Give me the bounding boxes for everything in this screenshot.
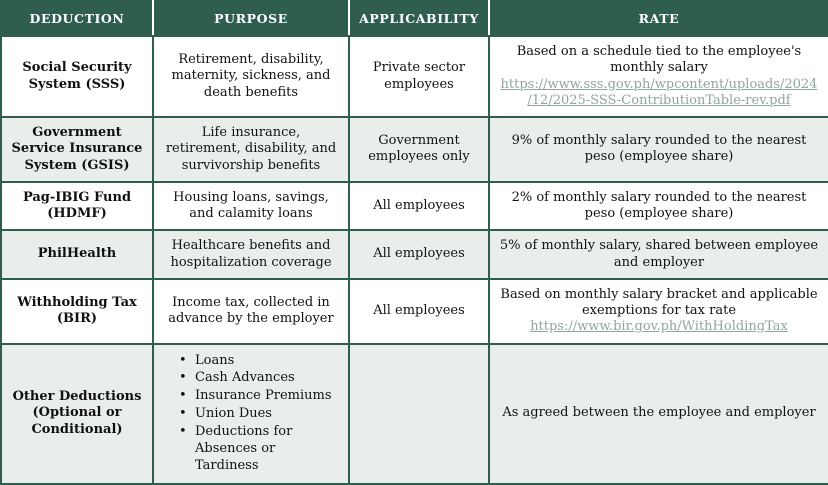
table-body [1, 36, 828, 484]
table-row [1, 279, 828, 344]
cell-deduction: Government Service Insurance System (GSIS) [1, 117, 153, 182]
bullet-list [163, 353, 339, 475]
rate-link[interactable]: https://www.bir.gov.ph/WithHoldingTax [530, 319, 788, 335]
cell-deduction: Pag-IBIG Fund (HDMF) [1, 182, 153, 231]
column-header-applicability: APPLICABILITY [349, 1, 489, 36]
table-header [1, 1, 828, 36]
list-item: • Insurance Premiums [179, 388, 339, 405]
cell-deduction: PhilHealth [1, 230, 153, 279]
rate-text: 2% of monthly salary rounded to the nearest peso (employee share) [511, 189, 807, 221]
cell-purpose: Life insurance, retirement, disability, and survivorship benefits [153, 117, 349, 182]
list-item: • Cash Advances [179, 370, 339, 387]
list-item: • Loans [179, 353, 339, 370]
cell-purpose-bullets [153, 344, 349, 484]
table-row [1, 230, 828, 279]
cell-applicability: All employees [349, 230, 489, 279]
rate-text: As agreed between the employee and employer [502, 405, 816, 421]
cell-purpose: Income tax, collected in advance by the employer [153, 279, 349, 344]
cell-rate [489, 117, 828, 182]
rate-text: Based on a schedule tied to the employee's monthly salary [516, 44, 802, 76]
cell-purpose: Retirement, disability, maternity, sickness, and death benefits [153, 36, 349, 117]
cell-rate [489, 344, 828, 484]
rate-link[interactable]: https://www.sss.gov.ph/wpcontent/uploads/2024/12/2025-SSS-ContributionTable-rev.pdf [500, 76, 818, 108]
cell-rate [489, 230, 828, 279]
cell-rate [489, 36, 828, 117]
rate-text: Based on monthly salary bracket and applicable exemptions for tax rate [500, 286, 818, 318]
column-header-rate: RATE [489, 1, 828, 36]
cell-deduction: Other Deductions (Optional or Conditional) [1, 344, 153, 484]
cell-purpose: Healthcare benefits and hospitalization coverage [153, 230, 349, 279]
list-item: • Deductions for Absences or Tardiness [179, 424, 339, 475]
cell-rate [489, 182, 828, 231]
column-header-deduction: DEDUCTION [1, 1, 153, 36]
table-row [1, 117, 828, 182]
cell-applicability: All employees [349, 182, 489, 231]
cell-applicability: Government employees only [349, 117, 489, 182]
cell-deduction: Social Security System (SSS) [1, 36, 153, 117]
cell-applicability [349, 344, 489, 484]
rate-text: 9% of monthly salary rounded to the nearest peso (employee share) [511, 133, 807, 165]
rate-text: 5% of monthly salary, shared between employee and employer [499, 238, 819, 270]
cell-purpose: Housing loans, savings, and calamity loans [153, 182, 349, 231]
table-row [1, 344, 828, 484]
cell-deduction: Withholding Tax (BIR) [1, 279, 153, 344]
column-header-purpose: PURPOSE [153, 1, 349, 36]
cell-applicability: Private sector employees [349, 36, 489, 117]
cell-rate [489, 279, 828, 344]
table-row [1, 182, 828, 231]
cell-applicability: All employees [349, 279, 489, 344]
list-item: • Union Dues [179, 406, 339, 423]
table-header-row [1, 1, 828, 36]
table-row [1, 36, 828, 117]
